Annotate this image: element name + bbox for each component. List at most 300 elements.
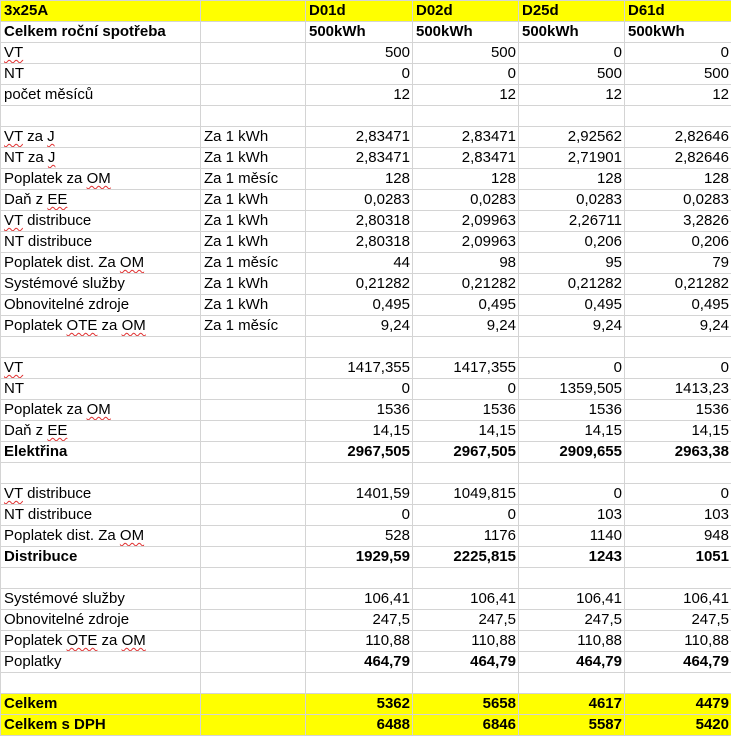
- value-cell[interactable]: [413, 1, 519, 22]
- cell-text: 5587: [588, 716, 622, 733]
- value-cell[interactable]: [413, 652, 519, 673]
- unit-cell[interactable]: [201, 148, 306, 169]
- cell-text: Systémové služby: [4, 275, 125, 292]
- cell-text: 5420: [695, 716, 729, 733]
- value-cell[interactable]: [625, 190, 731, 211]
- cell-text: 0: [401, 65, 410, 82]
- row-label-cell[interactable]: [1, 547, 201, 568]
- value-cell[interactable]: [306, 610, 413, 631]
- value-cell[interactable]: [519, 148, 625, 169]
- value-cell[interactable]: [413, 127, 519, 148]
- cell-text: 528: [384, 527, 410, 544]
- value-cell[interactable]: [306, 631, 413, 652]
- value-cell[interactable]: [306, 715, 413, 736]
- cell-text: 0,495: [372, 296, 410, 313]
- cell-text: Systémové služby: [4, 590, 125, 607]
- value-cell[interactable]: [625, 505, 731, 526]
- value-cell[interactable]: [625, 169, 731, 190]
- row-label-cell[interactable]: [1, 316, 201, 337]
- cell-text: 0: [613, 485, 622, 502]
- table-row: [1, 505, 731, 526]
- value-cell[interactable]: [519, 85, 625, 106]
- value-cell[interactable]: [625, 64, 731, 85]
- cell-text: 9,24: [486, 317, 516, 334]
- row-label-cell[interactable]: [1, 589, 201, 610]
- cell-text: 2,82646: [674, 128, 729, 145]
- value-cell[interactable]: [625, 106, 731, 127]
- unit-cell[interactable]: [201, 211, 306, 232]
- cell-text: 247,5: [372, 611, 410, 628]
- value-cell[interactable]: [625, 673, 731, 694]
- value-cell[interactable]: [306, 1, 413, 22]
- value-cell[interactable]: [519, 631, 625, 652]
- cell-text: Distribuce: [4, 548, 78, 565]
- value-cell[interactable]: [519, 673, 625, 694]
- row-label-cell[interactable]: [1, 64, 201, 85]
- value-cell[interactable]: [413, 673, 519, 694]
- cell-text: 9,24: [592, 317, 622, 334]
- cell-text: 0,495: [691, 296, 729, 313]
- value-cell[interactable]: [413, 64, 519, 85]
- value-cell[interactable]: [625, 274, 731, 295]
- value-cell[interactable]: [625, 610, 731, 631]
- value-cell[interactable]: [625, 484, 731, 505]
- unit-cell[interactable]: [201, 505, 306, 526]
- value-cell[interactable]: [306, 463, 413, 484]
- cell-text: 3,2826: [683, 212, 729, 229]
- value-cell[interactable]: [413, 232, 519, 253]
- unit-cell[interactable]: [201, 547, 306, 568]
- unit-cell[interactable]: [201, 631, 306, 652]
- row-label-cell[interactable]: [1, 148, 201, 169]
- cell-text: NT distribuce: [4, 506, 93, 523]
- cell-text: Poplatek dist. Za OM: [4, 527, 145, 544]
- value-cell[interactable]: [306, 190, 413, 211]
- cell-text: 500kWh: [522, 23, 579, 40]
- cell-text: 0: [613, 359, 622, 376]
- cell-text: 0,0283: [683, 191, 729, 208]
- value-cell[interactable]: [519, 463, 625, 484]
- value-cell[interactable]: [413, 463, 519, 484]
- cell-text: 0,206: [584, 233, 622, 250]
- unit-cell[interactable]: [201, 169, 306, 190]
- table-row: [1, 64, 731, 85]
- value-cell[interactable]: [625, 232, 731, 253]
- unit-cell[interactable]: [201, 232, 306, 253]
- cell-text: 1417,355: [347, 359, 410, 376]
- table-row: [1, 421, 731, 442]
- cell-text: 0: [401, 506, 410, 523]
- cell-text: 2,71901: [567, 149, 622, 166]
- cell-text: Poplatek za OM: [4, 401, 111, 418]
- row-label-cell[interactable]: [1, 211, 201, 232]
- row-label-cell[interactable]: [1, 652, 201, 673]
- value-cell[interactable]: [625, 148, 731, 169]
- cell-text: Poplatek za OM: [4, 170, 111, 187]
- unit-cell[interactable]: [201, 85, 306, 106]
- cell-text: 948: [703, 527, 729, 544]
- value-cell[interactable]: [625, 631, 731, 652]
- cell-text: 2,83471: [355, 128, 410, 145]
- value-cell[interactable]: [519, 22, 625, 43]
- cell-text: 103: [596, 506, 622, 523]
- unit-cell[interactable]: [201, 295, 306, 316]
- cell-text: VT distribuce: [4, 212, 92, 229]
- cell-text: 0,495: [584, 296, 622, 313]
- value-cell[interactable]: [413, 190, 519, 211]
- row-label-cell[interactable]: [1, 274, 201, 295]
- value-cell[interactable]: [519, 253, 625, 274]
- value-cell[interactable]: [625, 526, 731, 547]
- row-label-cell[interactable]: [1, 463, 201, 484]
- unit-cell[interactable]: [201, 610, 306, 631]
- unit-cell[interactable]: [201, 694, 306, 715]
- cell-text: 110,88: [684, 632, 729, 649]
- unit-cell[interactable]: [201, 337, 306, 358]
- table-row: [1, 589, 731, 610]
- value-cell[interactable]: [306, 442, 413, 463]
- value-cell[interactable]: [306, 526, 413, 547]
- row-label-cell[interactable]: [1, 22, 201, 43]
- cell-text: počet měsíců: [4, 86, 94, 103]
- unit-cell[interactable]: [201, 253, 306, 274]
- value-cell[interactable]: [519, 526, 625, 547]
- value-cell[interactable]: [625, 715, 731, 736]
- value-cell[interactable]: [625, 211, 731, 232]
- value-cell[interactable]: [625, 85, 731, 106]
- value-cell[interactable]: [413, 400, 519, 421]
- unit-cell[interactable]: [201, 652, 306, 673]
- value-cell[interactable]: [519, 232, 625, 253]
- unit-cell[interactable]: [201, 484, 306, 505]
- unit-cell[interactable]: [201, 379, 306, 400]
- table-row: [1, 190, 731, 211]
- cell-text: 0,21282: [674, 275, 729, 292]
- value-cell[interactable]: [519, 421, 625, 442]
- value-cell[interactable]: [306, 316, 413, 337]
- cell-text: 1359,505: [559, 380, 622, 397]
- value-cell[interactable]: [413, 568, 519, 589]
- value-cell[interactable]: [306, 253, 413, 274]
- unit-cell[interactable]: [201, 463, 306, 484]
- value-cell[interactable]: [625, 358, 731, 379]
- unit-cell[interactable]: [201, 106, 306, 127]
- row-label-cell[interactable]: [1, 127, 201, 148]
- value-cell[interactable]: [625, 337, 731, 358]
- cell-text: 2,26711: [568, 212, 622, 229]
- value-cell[interactable]: [306, 694, 413, 715]
- row-label-cell[interactable]: [1, 1, 201, 22]
- unit-cell[interactable]: [201, 316, 306, 337]
- cell-text: 247,5: [691, 611, 729, 628]
- cell-text: 0,0283: [364, 191, 410, 208]
- value-cell[interactable]: [519, 211, 625, 232]
- cell-text: 464,79: [683, 653, 729, 670]
- value-cell[interactable]: [519, 1, 625, 22]
- value-cell[interactable]: [413, 358, 519, 379]
- value-cell[interactable]: [306, 379, 413, 400]
- value-cell[interactable]: [306, 43, 413, 64]
- row-label-cell[interactable]: [1, 631, 201, 652]
- unit-cell[interactable]: [201, 22, 306, 43]
- value-cell[interactable]: [519, 358, 625, 379]
- row-label-cell[interactable]: [1, 295, 201, 316]
- value-cell[interactable]: [306, 22, 413, 43]
- unit-cell[interactable]: [201, 1, 306, 22]
- row-label-cell[interactable]: [1, 379, 201, 400]
- cell-text: 500: [490, 44, 516, 61]
- value-cell[interactable]: [413, 547, 519, 568]
- value-cell[interactable]: [625, 421, 731, 442]
- value-cell[interactable]: [519, 652, 625, 673]
- value-cell[interactable]: [413, 148, 519, 169]
- value-cell[interactable]: [625, 127, 731, 148]
- value-cell[interactable]: [519, 106, 625, 127]
- cell-text: 110,88: [471, 632, 516, 649]
- value-cell[interactable]: [306, 85, 413, 106]
- value-cell[interactable]: [306, 232, 413, 253]
- value-cell[interactable]: [306, 547, 413, 568]
- value-cell[interactable]: [413, 484, 519, 505]
- value-cell[interactable]: [306, 295, 413, 316]
- row-label-cell[interactable]: [1, 610, 201, 631]
- value-cell[interactable]: [625, 463, 731, 484]
- value-cell[interactable]: [413, 295, 519, 316]
- value-cell[interactable]: [625, 568, 731, 589]
- cell-text: 1536: [376, 401, 410, 418]
- cell-text: Za 1 kWh: [204, 296, 269, 313]
- value-cell[interactable]: [519, 400, 625, 421]
- value-cell[interactable]: [519, 505, 625, 526]
- value-cell[interactable]: [413, 589, 519, 610]
- cell-text: 14,15: [372, 422, 410, 439]
- cell-text: VT za J: [4, 128, 55, 145]
- value-cell[interactable]: [413, 610, 519, 631]
- value-cell[interactable]: [306, 673, 413, 694]
- value-cell[interactable]: [306, 652, 413, 673]
- row-label-cell[interactable]: [1, 505, 201, 526]
- value-cell[interactable]: [306, 127, 413, 148]
- value-cell[interactable]: [306, 106, 413, 127]
- value-cell[interactable]: [413, 22, 519, 43]
- value-cell[interactable]: [306, 148, 413, 169]
- unit-cell[interactable]: [201, 673, 306, 694]
- value-cell[interactable]: [413, 631, 519, 652]
- table-row: [1, 274, 731, 295]
- value-cell[interactable]: [519, 295, 625, 316]
- cell-text: 14,15: [478, 422, 516, 439]
- value-cell[interactable]: [519, 547, 625, 568]
- value-cell[interactable]: [519, 715, 625, 736]
- table-row: [1, 610, 731, 631]
- row-label-cell[interactable]: [1, 358, 201, 379]
- value-cell[interactable]: [413, 253, 519, 274]
- row-label-cell[interactable]: [1, 43, 201, 64]
- value-cell[interactable]: [413, 526, 519, 547]
- row-label-cell[interactable]: [1, 673, 201, 694]
- cell-text: 0,206: [691, 233, 729, 250]
- cell-text: 500: [703, 65, 729, 82]
- cell-text: 95: [605, 254, 622, 271]
- value-cell[interactable]: [306, 568, 413, 589]
- table-row: [1, 547, 731, 568]
- value-cell[interactable]: [625, 43, 731, 64]
- cell-text: 2967,505: [453, 443, 516, 460]
- value-cell[interactable]: [519, 316, 625, 337]
- value-cell[interactable]: [306, 274, 413, 295]
- spreadsheet-body: [1, 1, 731, 736]
- value-cell[interactable]: [413, 421, 519, 442]
- table-row: [1, 337, 731, 358]
- row-label-cell[interactable]: [1, 526, 201, 547]
- value-cell[interactable]: [625, 316, 731, 337]
- value-cell[interactable]: [519, 64, 625, 85]
- cell-text: 110,88: [365, 632, 410, 649]
- unit-cell[interactable]: [201, 43, 306, 64]
- row-label-cell[interactable]: [1, 253, 201, 274]
- value-cell[interactable]: [413, 85, 519, 106]
- cell-text: 0: [720, 485, 729, 502]
- value-cell[interactable]: [413, 43, 519, 64]
- table-row: [1, 22, 731, 43]
- row-label-cell[interactable]: [1, 85, 201, 106]
- value-cell[interactable]: [519, 169, 625, 190]
- value-cell[interactable]: [413, 106, 519, 127]
- cell-text: 1536: [588, 401, 622, 418]
- value-cell[interactable]: [413, 379, 519, 400]
- unit-cell[interactable]: [201, 358, 306, 379]
- value-cell[interactable]: [306, 484, 413, 505]
- value-cell[interactable]: [306, 589, 413, 610]
- value-cell[interactable]: [306, 505, 413, 526]
- unit-cell[interactable]: [201, 568, 306, 589]
- cell-text: 128: [596, 170, 622, 187]
- value-cell[interactable]: [519, 379, 625, 400]
- value-cell[interactable]: [306, 400, 413, 421]
- row-label-cell[interactable]: [1, 421, 201, 442]
- row-label-cell[interactable]: [1, 442, 201, 463]
- value-cell[interactable]: [519, 190, 625, 211]
- value-cell[interactable]: [625, 295, 731, 316]
- value-cell[interactable]: [519, 694, 625, 715]
- row-label-cell[interactable]: [1, 169, 201, 190]
- value-cell[interactable]: [413, 715, 519, 736]
- value-cell[interactable]: [306, 211, 413, 232]
- cell-text: VT: [4, 44, 24, 61]
- cell-text: Poplatek OTE za OM: [4, 632, 146, 649]
- value-cell[interactable]: [413, 316, 519, 337]
- value-cell[interactable]: [413, 505, 519, 526]
- value-cell[interactable]: [413, 274, 519, 295]
- value-cell[interactable]: [625, 22, 731, 43]
- row-label-cell[interactable]: [1, 106, 201, 127]
- value-cell[interactable]: [519, 43, 625, 64]
- row-label-cell[interactable]: [1, 568, 201, 589]
- cell-text: 500: [596, 65, 622, 82]
- value-cell[interactable]: [306, 421, 413, 442]
- unit-cell[interactable]: [201, 526, 306, 547]
- value-cell[interactable]: [519, 589, 625, 610]
- value-cell[interactable]: [625, 442, 731, 463]
- unit-cell[interactable]: [201, 715, 306, 736]
- cell-text: 106,41: [470, 590, 516, 607]
- value-cell[interactable]: [625, 589, 731, 610]
- unit-cell[interactable]: [201, 127, 306, 148]
- value-cell[interactable]: [413, 694, 519, 715]
- unit-cell[interactable]: [201, 400, 306, 421]
- unit-cell[interactable]: [201, 274, 306, 295]
- value-cell[interactable]: [519, 610, 625, 631]
- value-cell[interactable]: [625, 652, 731, 673]
- cell-text: 128: [703, 170, 729, 187]
- unit-cell[interactable]: [201, 64, 306, 85]
- row-label-cell[interactable]: [1, 232, 201, 253]
- row-label-cell[interactable]: [1, 694, 201, 715]
- cell-text: D01d: [309, 2, 346, 19]
- value-cell[interactable]: [519, 484, 625, 505]
- value-cell[interactable]: [519, 568, 625, 589]
- cell-text: Za 1 kWh: [204, 233, 269, 250]
- table-row: [1, 295, 731, 316]
- value-cell[interactable]: [625, 379, 731, 400]
- value-cell[interactable]: [413, 169, 519, 190]
- cell-text: 0,495: [478, 296, 516, 313]
- cell-text: 1413,23: [674, 380, 729, 397]
- value-cell[interactable]: [519, 127, 625, 148]
- value-cell[interactable]: [413, 442, 519, 463]
- unit-cell[interactable]: [201, 421, 306, 442]
- table-row: [1, 253, 731, 274]
- value-cell[interactable]: [306, 64, 413, 85]
- value-cell[interactable]: [519, 442, 625, 463]
- value-cell[interactable]: [306, 358, 413, 379]
- cell-text: Za 1 měsíc: [204, 254, 279, 271]
- row-label-cell[interactable]: [1, 484, 201, 505]
- value-cell[interactable]: [519, 337, 625, 358]
- value-cell[interactable]: [625, 253, 731, 274]
- cell-text: 4479: [695, 695, 729, 712]
- value-cell[interactable]: [625, 1, 731, 22]
- cell-text: Celkem roční spotřeba: [4, 23, 166, 40]
- cell-text: Poplatky: [4, 653, 62, 670]
- cell-text: 0: [507, 380, 516, 397]
- row-label-cell[interactable]: [1, 715, 201, 736]
- row-label-cell[interactable]: [1, 337, 201, 358]
- table-row: [1, 673, 731, 694]
- table-row: [1, 1, 731, 22]
- cell-text: 0: [507, 506, 516, 523]
- cell-text: 1536: [482, 401, 516, 418]
- value-cell[interactable]: [306, 337, 413, 358]
- table-row: [1, 694, 731, 715]
- cell-text: 14,15: [584, 422, 622, 439]
- unit-cell[interactable]: [201, 589, 306, 610]
- table-row: [1, 127, 731, 148]
- unit-cell[interactable]: [201, 190, 306, 211]
- value-cell[interactable]: [519, 274, 625, 295]
- value-cell[interactable]: [413, 211, 519, 232]
- row-label-cell[interactable]: [1, 400, 201, 421]
- value-cell[interactable]: [625, 400, 731, 421]
- cell-text: 44: [393, 254, 410, 271]
- row-label-cell[interactable]: [1, 190, 201, 211]
- value-cell[interactable]: [413, 337, 519, 358]
- value-cell[interactable]: [306, 169, 413, 190]
- value-cell[interactable]: [625, 694, 731, 715]
- cell-text: Celkem s DPH: [4, 716, 106, 733]
- value-cell[interactable]: [625, 547, 731, 568]
- unit-cell[interactable]: [201, 442, 306, 463]
